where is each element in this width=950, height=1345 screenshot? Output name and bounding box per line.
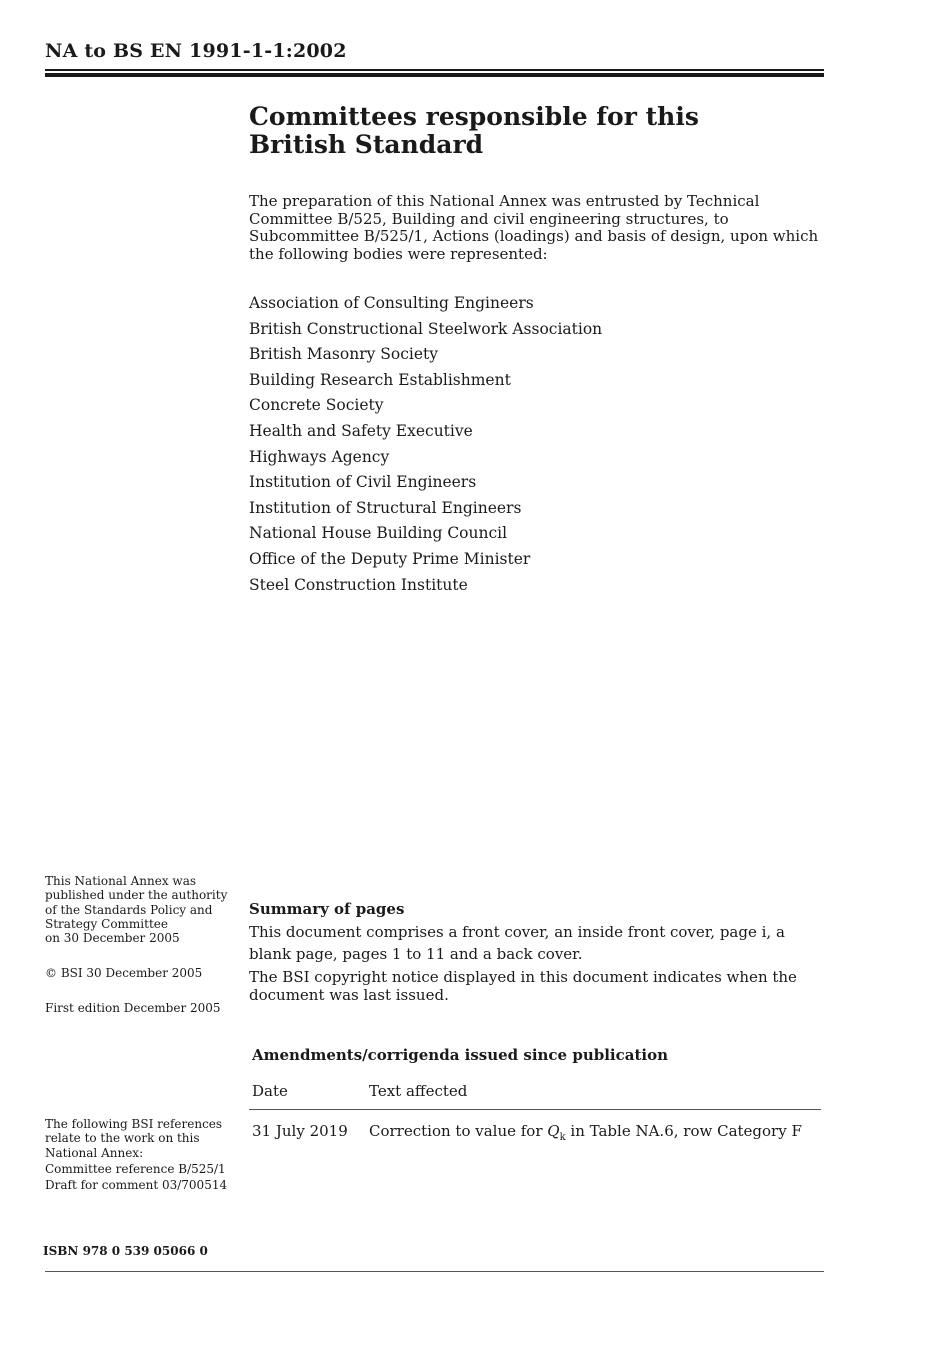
summary-text: This document comprises a front cover, an inside front cover, page i, a blank page, pages 1 to 11 and a back cover. xyxy=(249,923,785,963)
bsi-references-note xyxy=(45,1117,230,1192)
list-item: Institution of Structural Engineers xyxy=(249,498,522,517)
amendments-heading: Amendments/corrigenda issued since publication xyxy=(252,1046,668,1064)
list-item: Concrete Society xyxy=(249,396,384,415)
amendment-text xyxy=(362,1110,821,1144)
list-item: Institution of Civil Engineers xyxy=(249,473,477,492)
represented-bodies-list xyxy=(249,293,602,600)
list-item: National House Building Council xyxy=(249,524,508,543)
list-item: Steel Construction Institute xyxy=(249,575,468,594)
amendment-date: 31 July 2019 xyxy=(252,1122,348,1140)
amendment-text-after: in Table NA.6, row Category F xyxy=(565,1122,802,1140)
draft-reference: Draft for comment 03/700514 xyxy=(45,1178,228,1193)
list-item: Highways Agency xyxy=(249,447,390,466)
header-rule-thick xyxy=(45,73,824,77)
summary-copyright-note: The BSI copyright notice displayed in this document indicates when the document was last issued. xyxy=(249,968,797,1004)
references-line: relate to the work on this xyxy=(45,1131,200,1146)
table-row xyxy=(249,1110,821,1144)
list-item: British Masonry Society xyxy=(249,345,439,364)
list-item: Office of the Deputy Prime Minister xyxy=(249,549,531,568)
footer-rule xyxy=(45,1271,824,1272)
publication-authority-note xyxy=(45,874,230,945)
page-title-line-2: British Standard xyxy=(249,130,484,159)
list-item: Building Research Establishment xyxy=(249,370,511,389)
publication-line: This National Annex was xyxy=(45,874,197,888)
committee-reference: Committee reference B/525/1 xyxy=(45,1161,226,1176)
table-header-row xyxy=(249,1079,821,1110)
edition-note: First edition December 2005 xyxy=(45,1001,221,1015)
page-title-line-1: Committees responsible for this xyxy=(249,102,699,131)
list-item: British Constructional Steelwork Association xyxy=(249,319,603,338)
amendment-text-before: Correction to value for xyxy=(369,1122,548,1140)
date-column-header: Date xyxy=(249,1079,362,1110)
amendments-table xyxy=(249,1079,821,1143)
publication-line: on 30 December 2005 xyxy=(45,931,180,946)
list-item: Health and Safety Executive xyxy=(249,421,473,440)
isbn: ISBN 978 0 539 05066 0 xyxy=(43,1244,208,1258)
summary-heading: Summary of pages xyxy=(249,900,405,918)
amendment-symbol: Q xyxy=(547,1122,560,1140)
header-rule-thin xyxy=(45,69,824,71)
publication-line: published under the authority xyxy=(45,888,228,903)
page-title xyxy=(249,103,809,159)
amendment-subscript: k xyxy=(559,1132,566,1143)
list-item: Association of Consulting Engineers xyxy=(249,294,534,312)
intro-paragraph: The preparation of this National Annex was entrusted by Technical Committee B/525, Building and civil engineering structures, to Subcommittee B/525/1, Actions (loadings) and basis of design, upon which the following bodies were represented: xyxy=(249,192,819,263)
publication-line: Strategy Committee xyxy=(45,916,168,931)
publication-line: of the Standards Policy and xyxy=(45,902,213,917)
text-affected-column-header: Text affected xyxy=(362,1079,821,1110)
references-line: National Annex: xyxy=(45,1145,144,1160)
references-line: The following BSI references xyxy=(45,1117,223,1131)
document-header-title: NA to BS EN 1991-1-1:2002 xyxy=(45,40,347,62)
copyright-note: © BSI 30 December 2005 xyxy=(45,966,203,980)
